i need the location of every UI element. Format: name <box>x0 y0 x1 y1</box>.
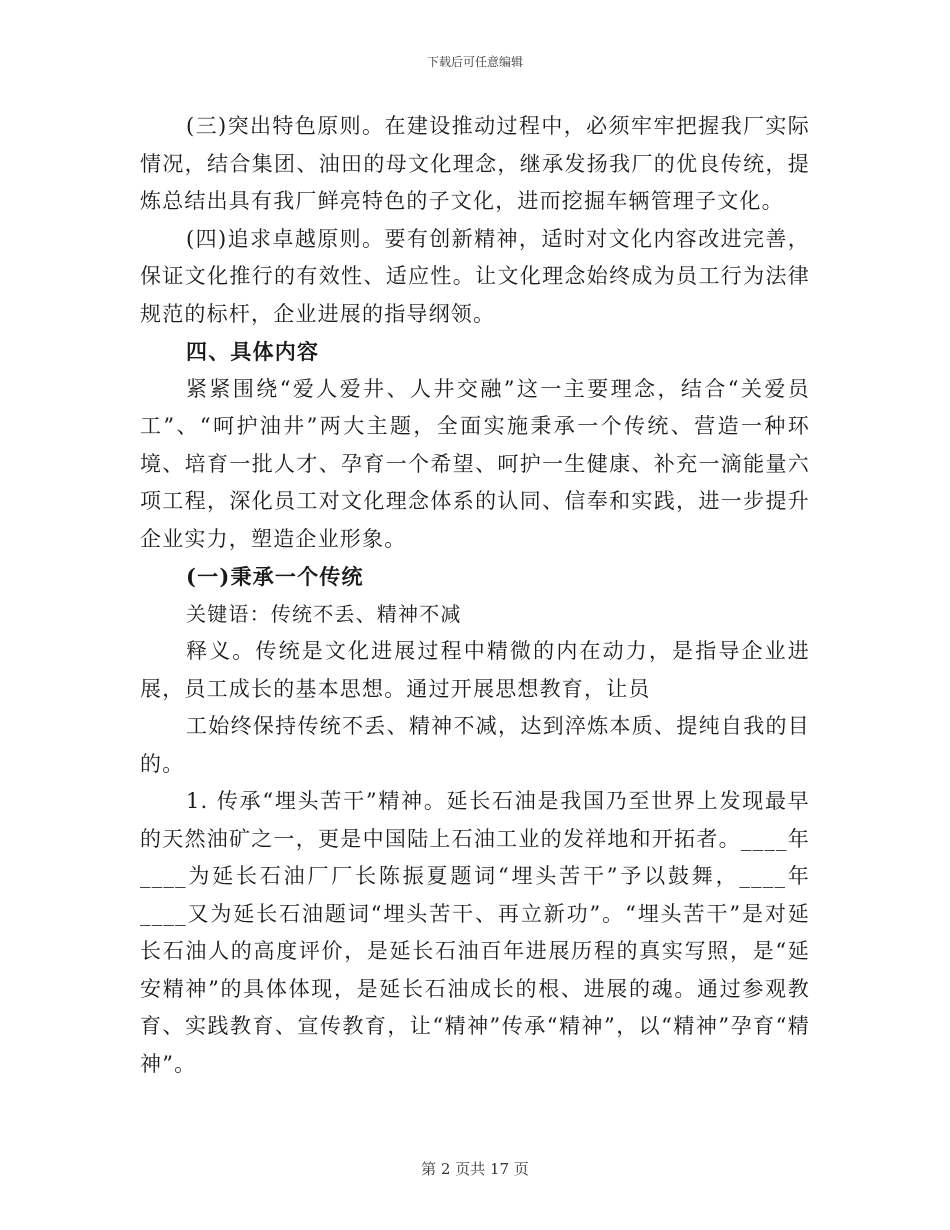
keyword-line: 关键语：传统不丢、精神不减 <box>186 601 462 626</box>
paragraph-section-intro: 紧紧围绕“爱人爱井、人井交融”这一主要理念，结合“关爱员工”、“呵护油井”两大主题，全面实施秉承一个传统、营造一种环境、培育一批人才、孕育一个希望、呵护一生健康、补充一滴能量六项工程，深化员工对文化理念体系的认同、信奉和实践，进一步提升企业实力，塑造企业形象。 <box>140 376 810 551</box>
paragraph-definition: 释义。传统是文化进展过程中精微的内在动力，是指导企业进展，员工成长的基本思想。通过开展思想教育，让员 <box>140 639 810 701</box>
document-body <box>140 108 810 1083</box>
paragraph-principle-4: (四)追求卓越原则。要有创新精神，适时对文化内容改进完善，保证文化推行的有效性、适应性。让文化理念始终成为员工行为法律规范的标杆，企业进展的指导纲领。 <box>140 226 810 326</box>
paragraph-item-1: 1. 传承“埋头苦干”精神。延长石油是我国乃至世界上发现最早的天然油矿之一，更是中国陆上石油工业的发祥地和开拓者。____年____为延长石油厂厂长陈振夏题词“埋头苦干”予以鼓舞，____年____又为延长石油题词“埋头苦干、再立新功”。“埋头苦干”是对延长石油人的高度评价，是延长石油百年进展历程的真实写照，是“延安精神”的具体体现，是延长石油成长的根、进展的魂。通过参观教育、实践教育、宣传教育，让“精神”传承“精神”，以“精神”孕育“精神”。 <box>140 789 810 1076</box>
section-heading: 四、具体内容 <box>186 339 320 364</box>
page-header: 下载后可任意编辑 <box>426 55 523 69</box>
page-footer: 第 2 页共 17 页 <box>421 1160 529 1178</box>
paragraph-definition-continued: 工始终保持传统不丢、精神不减，达到淬炼本质、提纯自我的目的。 <box>140 714 810 776</box>
subsection-heading: (一)秉承一个传统 <box>186 564 364 589</box>
paragraph-principle-3: (三)突出特色原则。在建设推动过程中，必须牢牢把握我厂实际情况，结合集团、油田的母文化理念，继承发扬我厂的优良传统，提炼总结出具有我厂鲜亮特色的子文化，进而挖掘车辆管理子文化。 <box>140 114 810 213</box>
